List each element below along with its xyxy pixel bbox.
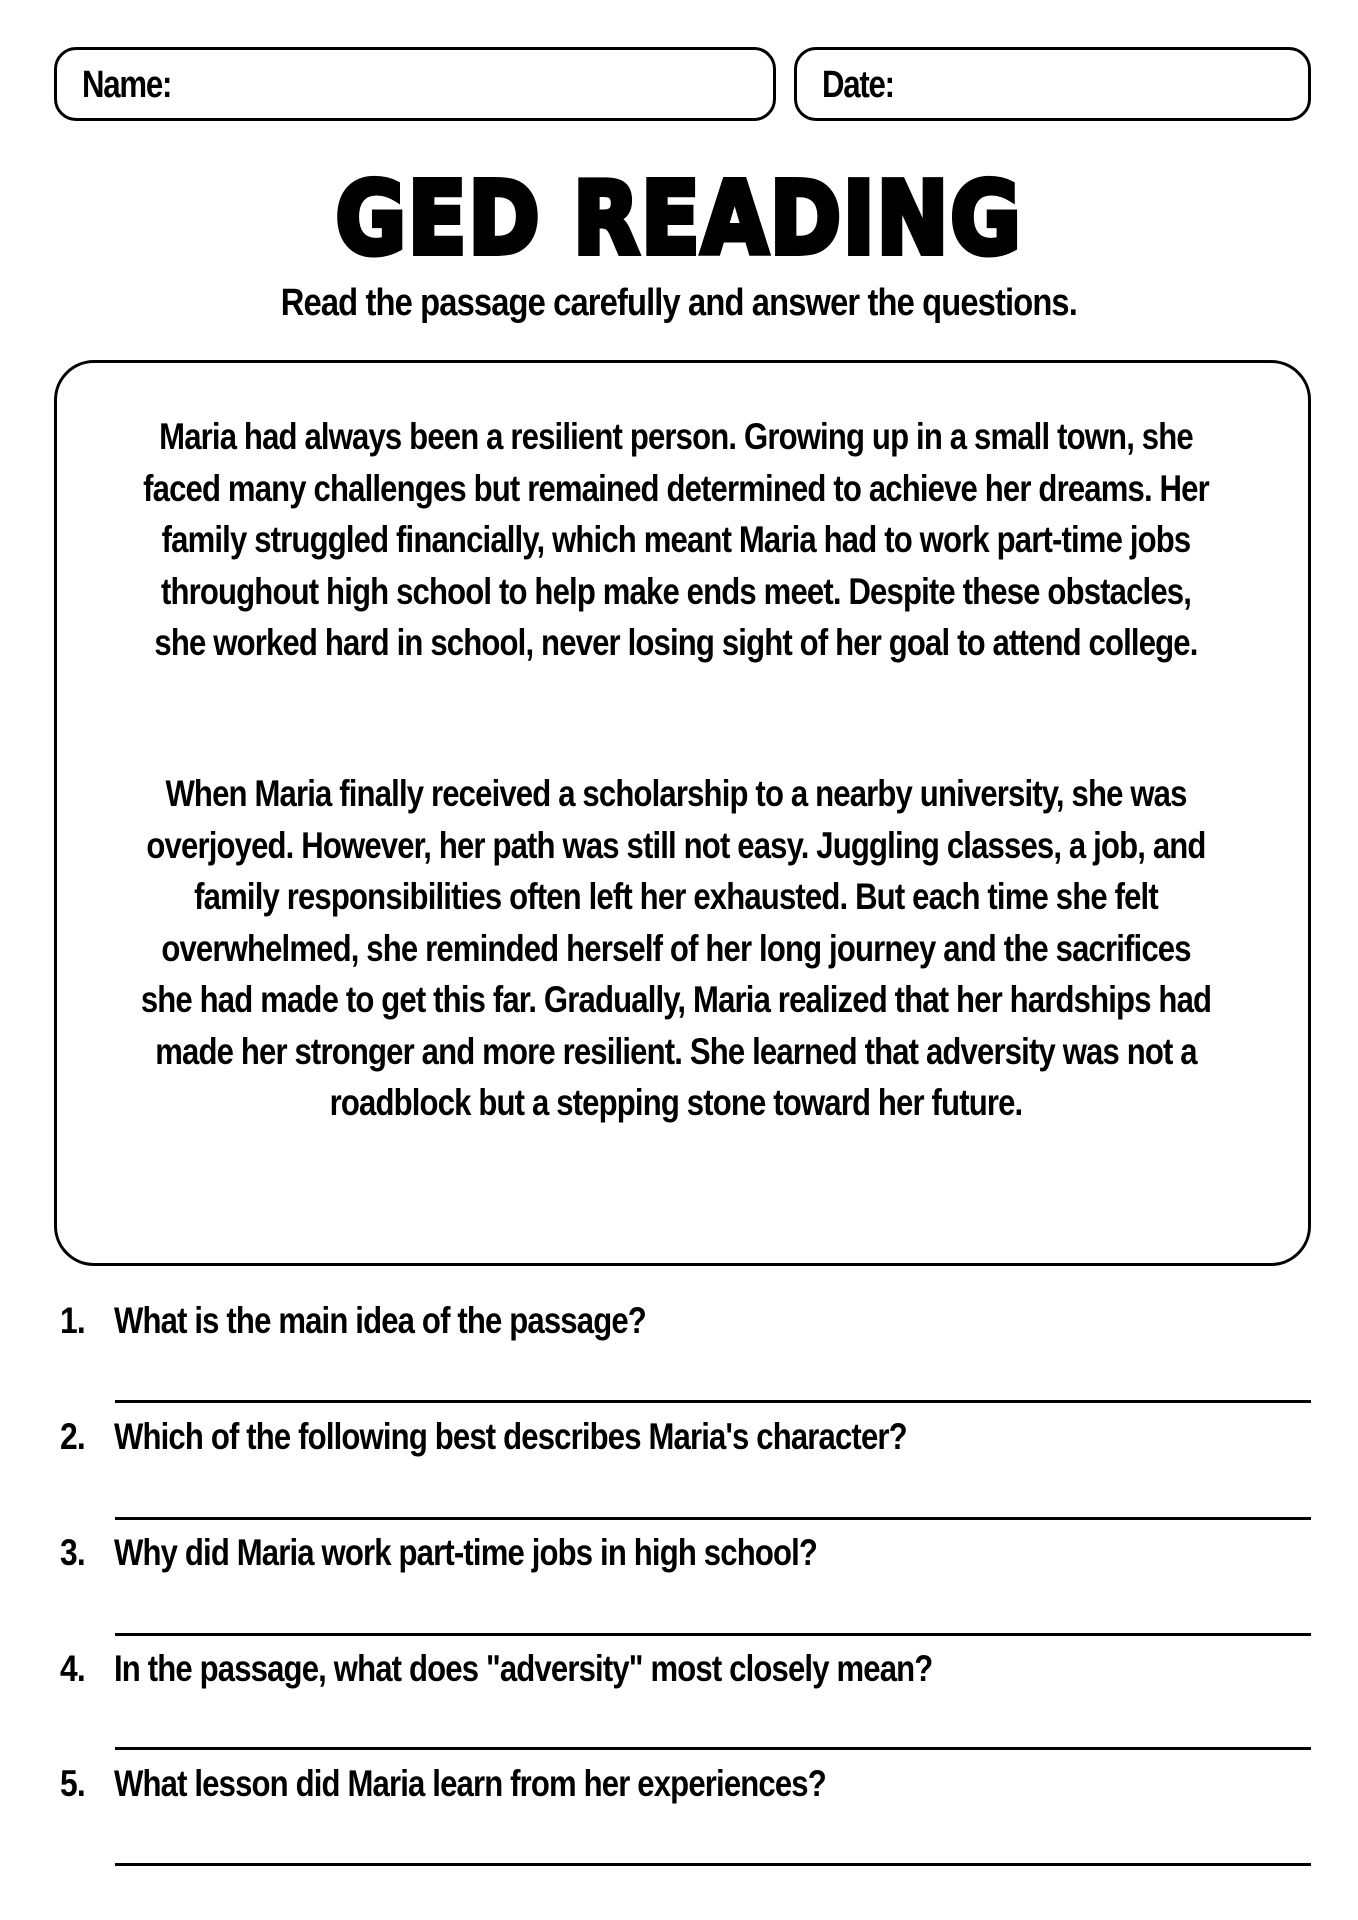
question-1 [60, 1300, 747, 1342]
answer-line-3[interactable] [115, 1633, 1311, 1636]
question-5 [60, 1763, 962, 1805]
passage-paragraph: Maria had always been a resilient person. Growing up in a small town, she faced many challenges but remained determined to achieve her dreams. Her family struggled financially, which meant Maria had to work part-time jobs throughout high school to help make ends meet. Despite these obstacles, she worked hard in school, never losing sight of her goal to attend college. [143, 416, 1209, 663]
passage-paragraph: When Maria finally received a scholarship to a nearby university, she was overjoyed. However, her path was still not easy. Juggling classes, a job, and family responsibilities often left her exhausted. But each time she felt overwhelmed, she reminded herself of her long journey and the sacrifices she had made to get this far. Gradually, Maria realized that her hardships had made her stronger and more resilient. She learned that adversity was not a roadblock but a stepping stone toward her future. [140, 773, 1212, 1123]
date-field[interactable] [794, 47, 1311, 121]
question-3 [60, 1532, 951, 1574]
page-title: GED READING [335, 160, 1023, 277]
question-number: 5. [60, 1763, 85, 1804]
name-label: Name: [82, 64, 172, 106]
question-4 [60, 1648, 1088, 1690]
answer-line-5[interactable] [115, 1863, 1311, 1866]
instructions-text: Read the passage carefully and answer the questions. [280, 282, 1078, 324]
question-number: 2. [60, 1416, 85, 1457]
question-text: Which of the following best describes Maria's character? [114, 1416, 907, 1457]
name-field[interactable] [54, 47, 776, 121]
question-number: 1. [60, 1300, 85, 1341]
answer-line-4[interactable] [115, 1747, 1311, 1750]
answer-line-1[interactable] [115, 1400, 1311, 1403]
question-number: 4. [60, 1648, 85, 1689]
question-text: What lesson did Maria learn from her experiences? [114, 1763, 826, 1804]
question-text: What is the main idea of the passage? [114, 1300, 646, 1341]
question-text: In the passage, what does "adversity" most closely mean? [114, 1648, 933, 1689]
instructions [0, 282, 1358, 325]
question-number: 3. [60, 1532, 85, 1573]
question-2 [60, 1416, 1058, 1458]
date-label: Date: [822, 64, 894, 106]
reading-passage [54, 360, 1311, 1266]
question-text: Why did Maria work part-time jobs in high school? [114, 1532, 818, 1573]
answer-line-2[interactable] [115, 1517, 1311, 1520]
